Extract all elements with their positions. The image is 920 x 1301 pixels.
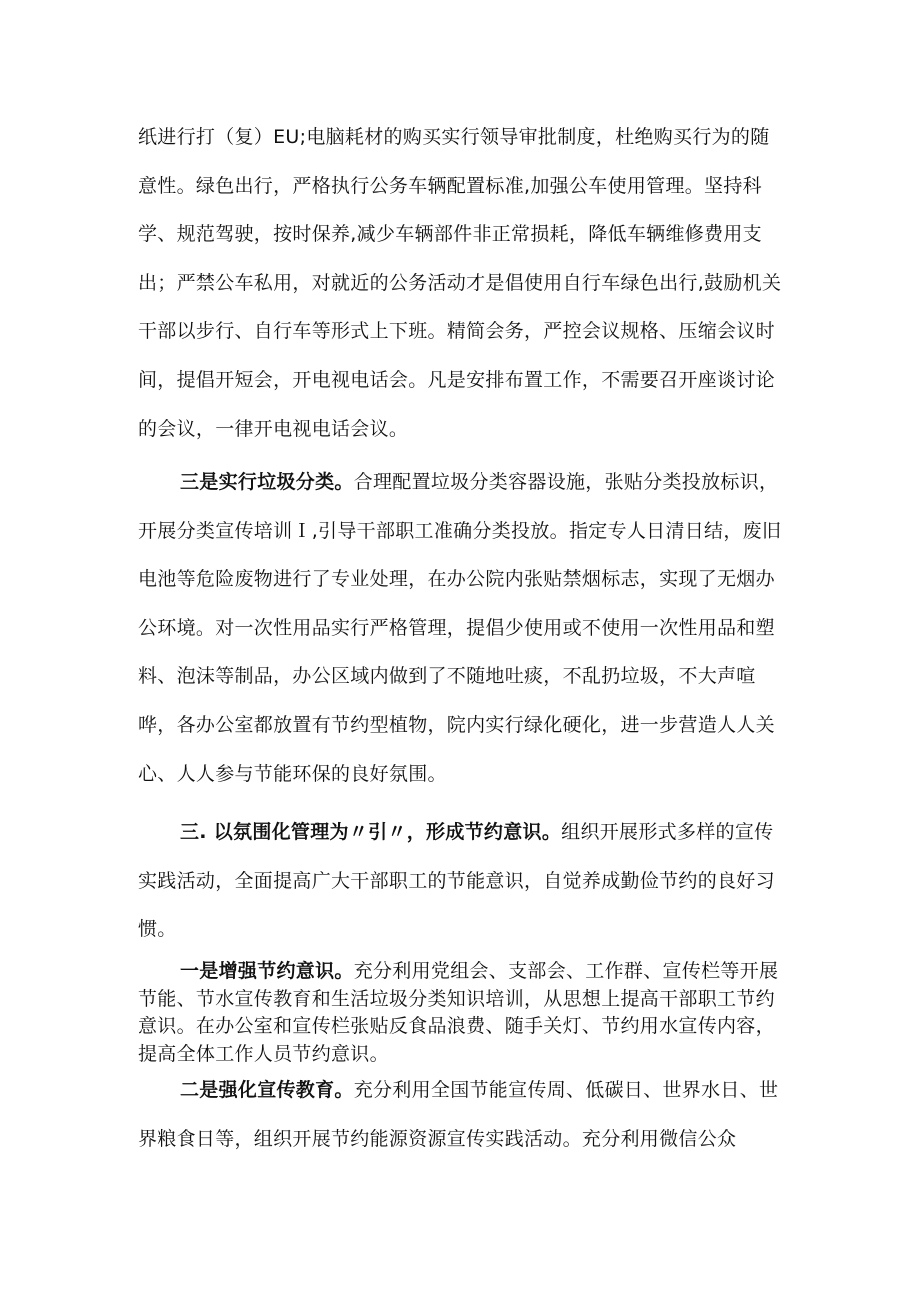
paragraph-body: 纸进行打（复）EU;电脑耗材的购买实行领导审批制度，杜绝购买行为的随意性。绿色出行，严格执行公务车辆配置标准,加强公车使用管理。坚持科学、规范驾驶，按时保养,减少车辆部件非正常损耗，降低车辆维修费用支出；严禁公车私用，对就近的公务活动才是倡使用自行车绿色出行,鼓励机关干部以步行、自行车等形式上下班。精简会务，严控会议规格、压缩会议时间，提倡开短会，开电视电话会。凡是安排布置工作，不需要召开座谈讨论的会议，一律开电视电话会议。 bbox=[138, 126, 782, 440]
paragraph-lead: 一是增强节约意识。 bbox=[180, 960, 354, 982]
paragraph-strengthen-awareness bbox=[138, 958, 788, 1069]
paragraph-body: 合理配置垃圾分类容器设施，张贴分类投放标识，开展分类宣传培训Ｉ,引导干部职工准确分类投放。指定专人日清日结，废旧电池等危险废物进行了专业处理，在办公院内张贴禁烟标志，实现了无烟办公环境。对一次性用品实行严格管理，提倡少使用或不使用一次性用品和塑料、泡沫等制品，办公区域内做到了不随地吐痰，不乱扔垃圾，不大声喧哗，各办公室都放置有节约型植物，院内实行绿化硬化，进一步营造人人关心、人人参与节能环保的良好氛围。 bbox=[138, 471, 782, 785]
paragraph-garbage-sorting bbox=[138, 458, 788, 798]
paragraph-lead: 三是实行垃圾分类。 bbox=[180, 471, 354, 493]
paragraph-publicity-education bbox=[138, 1066, 788, 1163]
paragraph-office-supplies-green-travel bbox=[138, 113, 788, 453]
paragraph-body: 充分利用全国节能宣传周、低碳日、世界水日、世界粮食日等，组织开展节约能源资源宣传实践活动。充分利用微信公众 bbox=[138, 1079, 779, 1150]
section-heading-awareness bbox=[138, 808, 788, 954]
paragraph-body: 充分利用党组会、支部会、工作群、宣传栏等开展节能、节水宣传教育和生活垃圾分类知识培训，从思想上提高干部职工节约意识。在办公室和宣传栏张贴反食品浪费、随手关灯、节约用水宣传内容，提高全体工作人员节约意识。 bbox=[138, 960, 779, 1066]
paragraph-body: 组织开展形式多样的宣传实践活动，全面提高广大干部职工的节能意识，自觉养成勤俭节约的良好习惯。 bbox=[138, 821, 775, 941]
paragraph-lead: 二是强化宣传教育。 bbox=[180, 1079, 354, 1101]
paragraph-lead: 三. 以氛围化管理为〃引〃，形成节约意识。 bbox=[180, 821, 562, 843]
